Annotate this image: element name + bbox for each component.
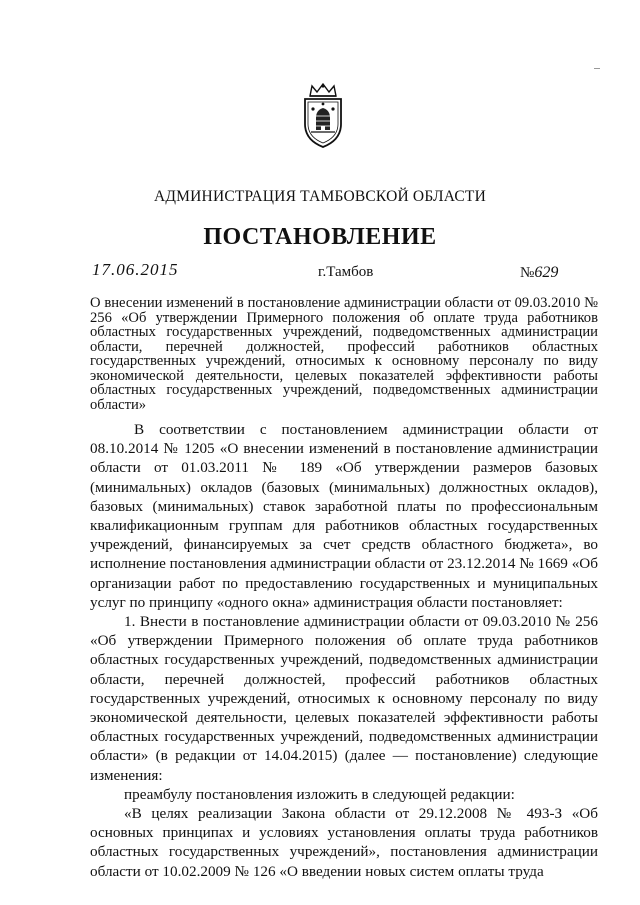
document-meta — [0, 262, 640, 284]
number-prefix: № — [520, 265, 535, 281]
document-date: 17.06.2015 — [92, 260, 179, 279]
document-number — [520, 264, 558, 282]
item-1-subparagraph: преамбулу постановления изложить в следующей редакции: — [124, 785, 515, 803]
document-body — [90, 420, 598, 881]
quote-paragraph: «В целях реализации Закона области от 29.12.2008 № 493-З «Об основных принципах и условиях установления оплаты труда работников областных государственных учреждений», постановления администрации области от 10.02.2009 № 126 «О введении новых систем оплаты труда — [90, 805, 598, 880]
number-value: 629 — [534, 264, 559, 281]
page-mark — [594, 68, 600, 69]
document-subject: О внесении изменений в постановление администрации области от 09.03.2010 № 256 «Об утверждении Примерного положения об оплате труда работников областных государственных учреждений, подведомственных администрации области, перечней должностей, профессий работников областных государственных учреждений, относимых к основному персоналу по виду экономической деятельности, целевых показателей эффективности работы областных государственных учреждений, подведомственных администрации области» — [90, 295, 598, 413]
item-1-paragraph: 1. Внести в постановление администрации области от 09.03.2010 № 256 «Об утверждении Примерного положения об оплате труда работников областных государственных учреждений, подведомственных администрации области, перечней должностей, профессий работников областных государственных учреждений, относимых к основному персоналу по виду экономической деятельности, целевых показателей эффективности работы областных государственных учреждений, подведомственных администрации области» (в редакции от 14.04.2015) (далее — постановление) следующие изменения: — [90, 613, 598, 784]
document-city: г.Тамбов — [318, 264, 374, 280]
document-type: ПОСТАНОВЛЕНИЕ — [203, 224, 437, 250]
tambov-coat-of-arms-icon — [296, 82, 350, 150]
preamble-paragraph: В соответствии с постановлением администрации области от 08.10.2014 № 1205 «О внесении изменений в постановление администрации области от 01.03.2011 № 189 «Об утверждении размеров базовых (минимальных) окладов (базовых (минимальных) должностных окладов), базовых (минимальных) ставок заработной платы по профессиональным квалификационным группам для работников областных государственных учреждений, финансируемых за счет средств областного бюджета», во исполнение постановления администрации области от 23.12.2014 № 1669 «Об организации работ по предоставлению государственных и муниципальных услуг по принципу «одного окна» администрация области постановляет: — [90, 421, 598, 611]
organization-name: АДМИНИСТРАЦИЯ ТАМБОВСКОЙ ОБЛАСТИ — [154, 188, 486, 205]
